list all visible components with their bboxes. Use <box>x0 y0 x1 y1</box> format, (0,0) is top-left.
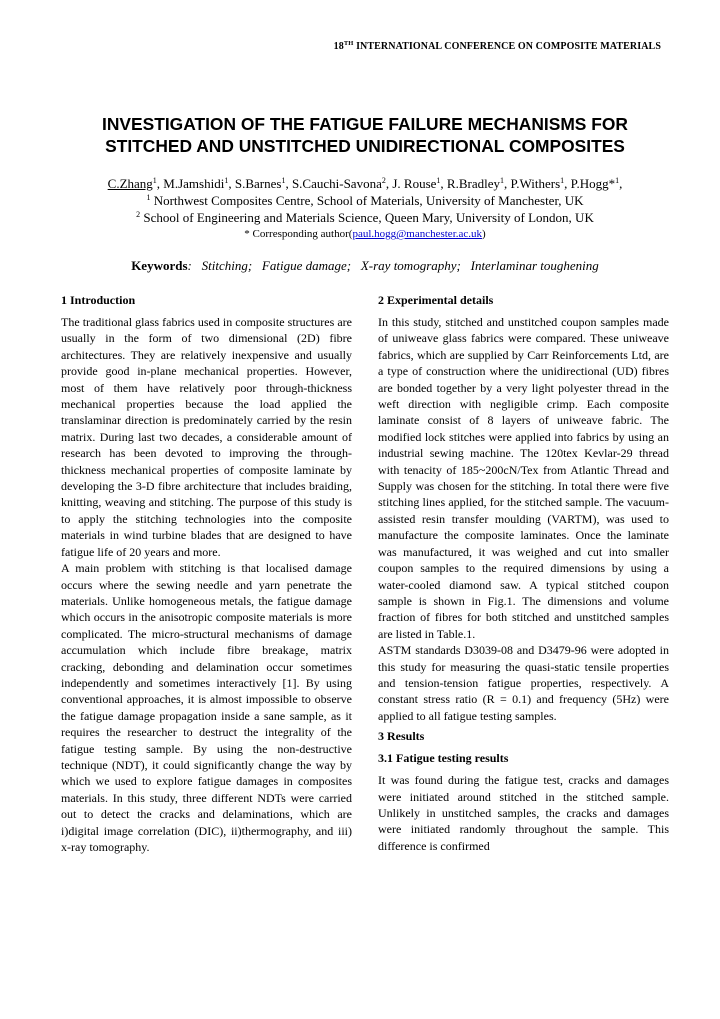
body-paragraph: In this study, stitched and unstitched coupon samples made of uniweave glass fabrics were compared. These uniweave fabrics, which are supplied by Carr Reinforcements Ltd, are a type of construction where the unidirectional (UD) fibres are bonded together by a very light polyester thread in the weft direction with negligible crimp. Each composite laminate consist of 8 layers of uniweave fabric. The modified lock stitches were applied into fabrics by using an industrial sewing machine. The 120tex Kevlar-29 thread with tenacity of 185~200cN/Tex from Atlantic Thread and Supply was chosen for the stitching. In total there were five stitching lines applied, for the stitched sample. The vacuum-assisted resin transfer moulding (VARTM), was used to manufacture the composite laminates. Once the laminate was manufactured, it was weighed and cut into smaller coupon samples to the required dimensions by using a water-cooled diamond saw. A typical stitched coupon sample is shown in Fig.1. The dimensions and volume fraction of fibres for both stitched and unstitched samples are listed in Table.1. <box>378 315 669 641</box>
left-column <box>61 292 352 855</box>
author-affiliation-mark: 1 <box>281 176 286 185</box>
author-affiliation-mark: 1 <box>436 176 441 185</box>
author-name: S.Barnes <box>234 176 282 191</box>
affiliation-text: School of Engineering and Materials Science, Queen Mary, University of London, UK <box>143 210 594 225</box>
body-paragraph: ASTM standards D3039-08 and D3479-96 were adopted in this study for measuring the quasi-static tensile properties and tension-tension fatigue properties, respectively. A constant stress ratio (R = 0.1) and frequency (5Hz) were applied to all fatigue testing samples. <box>378 643 669 723</box>
author-list: C.Zhang$^1$, M.Jamshidi$^1$, S.Barnes$^1$, S.Cauchi-Savona$^2$, J. Rouse$^1$, R.Bradley$^1$, P.Withers$^1$, P.Hogg*$^1$, <box>107 176 623 191</box>
right-column <box>378 292 669 854</box>
corresponding-author <box>40 226 690 243</box>
running-header <box>334 41 661 52</box>
author-name: R.Bradley <box>446 176 500 191</box>
affiliation-mark: 1 <box>146 193 151 202</box>
paper-title <box>40 113 690 157</box>
author-affiliation-mark: 1 <box>152 176 157 185</box>
affiliation-1 <box>40 192 690 209</box>
author-name: S.Cauchi-Savona <box>291 176 382 191</box>
affiliation-2 <box>40 209 690 226</box>
body-paragraph: It was found during the fatigue test, cracks and damages were initiated around stitched in the stitched sample. Unlikely in unstitched samples, the cracks and damages were initiated randomly throughout the sample. This difference is confirmed <box>378 773 669 853</box>
author-affiliation-mark: 1 <box>560 176 565 185</box>
affiliation-text: Northwest Composites Centre, School of Materials, University of Manchester, UK <box>153 193 584 208</box>
affiliation-mark: 2 <box>136 210 141 219</box>
body-paragraph: The traditional glass fabrics used in composite structures are usually in the form of two dimensional (2D) fibre architectures. They are relatively inexpensive and usually provide good in-plane mechanical properties. However, most of them have relatively poor through-thickness mechanical properties because the load applied the translaminar direction is predominately carried by the resin matrix. During last two decades, a considerable amount of research has been devoted to improving the through-thickness mechanical properties of composite laminate by developing the 3-D fibre architecture that includes braiding, knitting, weaving and stitching. The purpose of this study is to apply the stitching technologies into the composite materials in wind turbine blades that are designed to have fatigue life of 20 years and more. <box>61 315 352 559</box>
author-affiliation-mark: 1 <box>224 176 229 185</box>
author-affiliation-mark: 1 <box>615 176 620 185</box>
section-heading-experimental: 2 Experimental details <box>378 293 494 307</box>
corresponding-prefix: * Corresponding author( <box>244 228 353 240</box>
corresponding-suffix: ) <box>482 228 486 240</box>
section-heading-introduction: 1 Introduction <box>61 293 136 307</box>
conference-number: 18 <box>333 41 344 52</box>
conference-name: INTERNATIONAL CONFERENCE ON COMPOSITE MATERIALS <box>353 41 661 52</box>
author-affiliation-mark: 2 <box>381 176 386 185</box>
keywords-label: Keywords <box>131 258 188 273</box>
keyword: Fatigue damage; <box>261 258 352 273</box>
corresponding-author-mark: * <box>608 176 616 191</box>
author-name: P.Withers <box>510 176 561 191</box>
keywords-colon: : <box>187 258 192 273</box>
body-paragraph: A main problem with stitching is that localised damage occurs where the sewing needle and yarn penetrate the materials. Unlike homogeneous metals, the fatigue damage which occurs in the anisotropic composite materials is more complicated. The micro-structural mechanisms of damage accumulation which include fibre breakage, matrix cracking, debonding and delamination occur sometimes independently and sometimes interactively [1]. By using conventional approaches, it is almost impossible to observe the fatigue damage propagation inside a sane sample, as it requires the researcher to destruct the integrality of the fatigue testing sample. By using the non-destructive technique (NDT), it could significantly change the way by which we used to explore fatigue damages in composites materials. In this study, three different NDTs were carried out to detect the cracks and delaminations, which are i)digital image correlation (DIC), ii)thermography, and iii) x-ray tomography. <box>61 561 352 854</box>
conference-number-suffix: TH <box>343 40 354 47</box>
author-name: C.Zhang <box>107 176 153 191</box>
author-name: J. Rouse <box>392 176 437 191</box>
author-name: M.Jamshidi <box>163 176 225 191</box>
author-name: P.Hogg <box>570 176 609 191</box>
keywords-line <box>40 258 690 274</box>
corresponding-email-link[interactable]: paul.hogg@manchester.ac.uk <box>352 228 483 240</box>
keyword: Stitching; <box>201 258 253 273</box>
keyword: X-ray tomography; <box>360 258 461 273</box>
subsection-heading-fatigue: 3.1 Fatigue testing results <box>378 751 509 766</box>
keyword: Interlaminar toughening <box>470 258 599 273</box>
title-line-2: STITCHED AND UNSTITCHED UNIDIRECTIONAL COMPOSITES <box>105 136 625 156</box>
section-heading-results: 3 Results <box>378 729 425 744</box>
author-affiliation-mark: 1 <box>499 176 504 185</box>
author-block <box>40 175 690 243</box>
title-line-1: INVESTIGATION OF THE FATIGUE FAILURE MECHANISMS FOR <box>102 114 628 134</box>
